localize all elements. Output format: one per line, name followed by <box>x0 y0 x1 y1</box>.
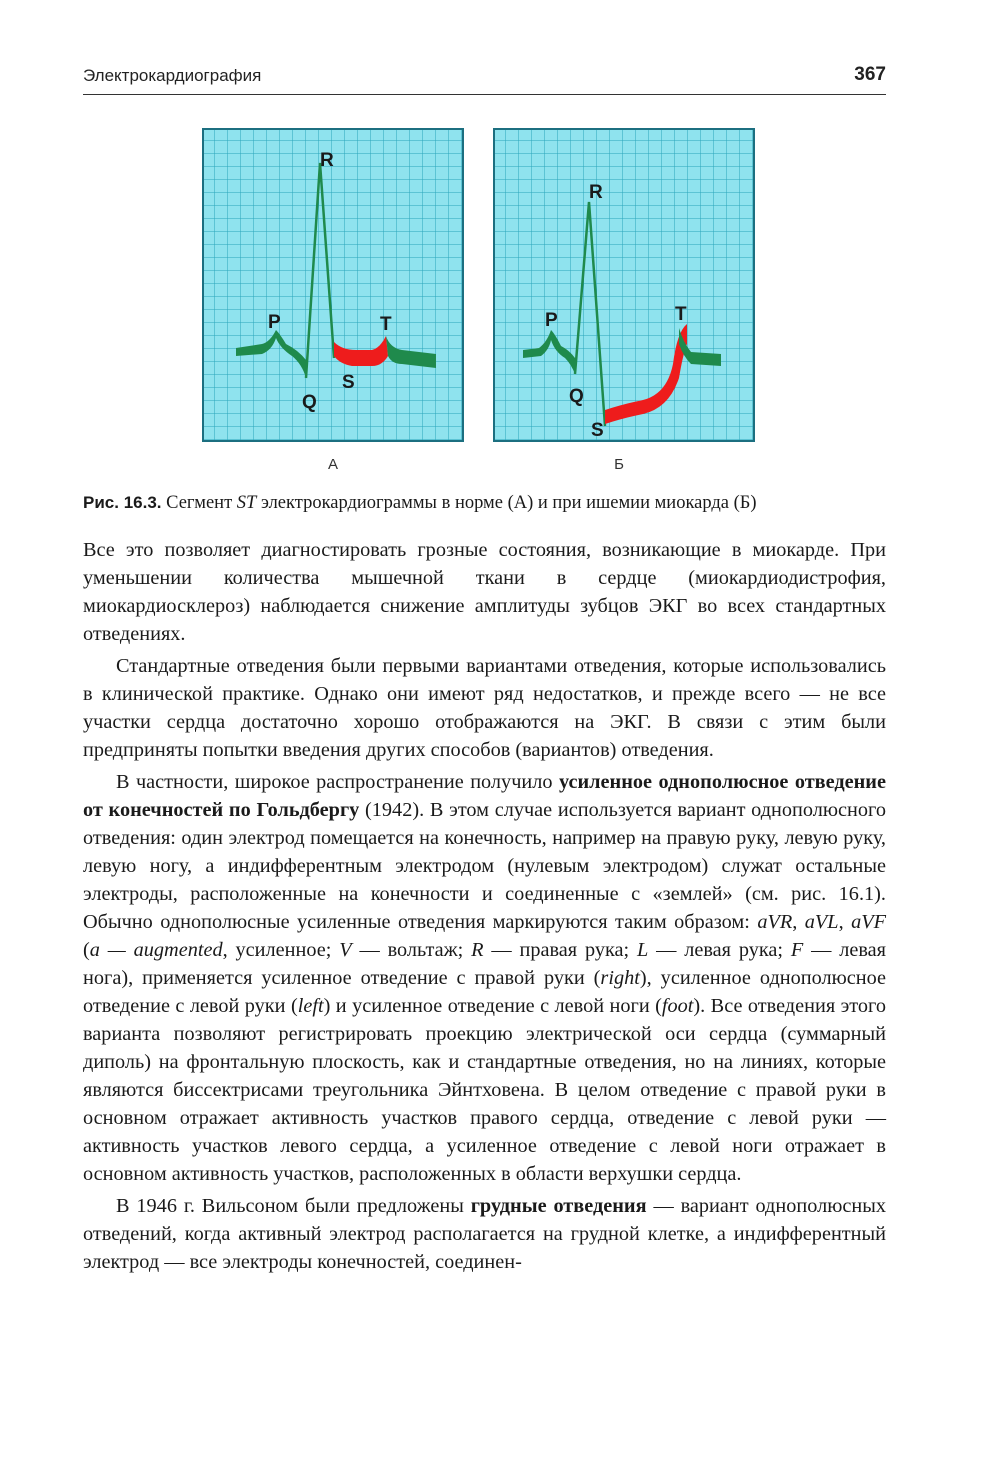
term-chest-leads: грудные отведения <box>470 1195 647 1217</box>
paragraph: В 1946 г. Вильсоном были предложены грудные отведения — вариант однополюсных отведений, когда активный электрод располагается на грудной клетке, а индифферентный электрод — все электроды конечностей, соединен- <box>83 1195 886 1273</box>
ecg-panel-ischemia <box>493 128 755 442</box>
term-goldberg: усиленное однополюсное отведение от конечностей по Гольдбергу <box>83 771 886 821</box>
t-wave-label: T <box>380 314 392 335</box>
paragraph: Стандартные отведения были первыми вариантами отведения, которые использовались в клинической практике. Однако они имеют ряд недостатков, и прежде всего — не все участки сердца достаточно хорошо отображаются на ЭКГ. В связи с этим были предприняты попытки введения других способов (вариантов) отведения. <box>83 655 886 761</box>
ecg-grid <box>203 129 463 441</box>
paragraph: В частности, широкое распространение получило усиленное однополюсное отведение от конечностей по Гольдбергу (1942). В этом случае используется вариант однополюсного отведения: один электрод помещается на конечность, например на правую руку, левую руку, левую ногу, а индифферентным электродом (нулевым электродом) служат остальные электроды, расположенные на конечности и соединенные с «землей» (см. рис. 16.1). Обычно однополюсные усиленные отведения маркируются таким образом: aVR, aVL, aVF (a — augmented, усиленное; V — вольтаж; R — правая рука; L — левая рука; F — левая нога), применяется усиленное отведение с правой руки (right), усиленное однополюсное отведение с левой руки (left) и усиленное отведение с левой ноги (foot). Все отведения этого варианта позволяют регистрировать проекцию электрической оси сердца (суммарный диполь) на фронтальную плоскость, как и стандартные отведения, но на линиях, которые являются биссектрисами треугольника Эйнтховена. В целом отведение с правой руки в основном отражает активность участков правого сердца, отведение с левой руки — активность участков левого сердца, а усиленное отведение с левой ноги отражает в основном активность участков, расположенных в области верхушки сердца. <box>83 771 887 1185</box>
ecg-chart-ischemia <box>493 128 755 442</box>
t-wave-label: T <box>675 304 687 325</box>
paragraph: Все это позволяет диагностировать грозные состояния, возникающие в миокарде. При уменьшении количества мышечной ткани в сердце (миокардиодистрофия, миокардиосклероз) наблюдается снижение амплитуды зубцов ЭКГ во всех стандартных отведениях. <box>83 539 886 645</box>
running-header-title: Электрокардиография <box>83 66 262 85</box>
r-wave-label: R <box>589 182 603 203</box>
body-text <box>83 536 886 1280</box>
page-number: 367 <box>854 64 886 85</box>
figure-caption: Рис. 16.3. Сегмент ST электрокардиограммы в норме (А) и при ишемии миокарда (Б) <box>83 493 757 513</box>
ecg-chart-normal <box>202 128 464 442</box>
s-wave-label: S <box>591 420 604 441</box>
q-wave-label: Q <box>569 386 584 407</box>
panel-label-a: А <box>327 456 338 473</box>
p-wave-label: P <box>268 312 281 333</box>
figure-caption-number: Рис. 16.3. <box>83 493 162 512</box>
ecg-panel-normal <box>202 128 464 442</box>
panel-label-b: Б <box>614 456 624 473</box>
p-wave-label: P <box>545 310 558 331</box>
ecg-grid <box>494 129 754 441</box>
q-wave-label: Q <box>302 392 317 413</box>
running-header <box>83 64 886 95</box>
r-wave-label: R <box>320 150 334 171</box>
s-wave-label: S <box>342 372 355 393</box>
